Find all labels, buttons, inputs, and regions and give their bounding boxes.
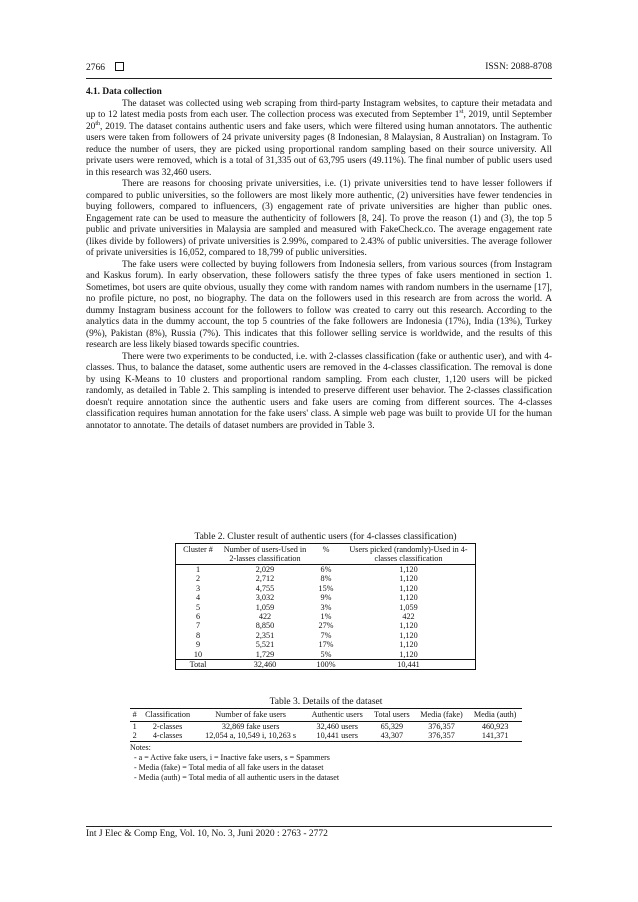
table-cell: 422 — [258, 612, 272, 622]
table-cell: 1,120 — [342, 650, 476, 660]
table-cell: 2,351 — [255, 630, 275, 640]
table-row — [130, 721, 522, 731]
table-cell: 460,923 — [481, 721, 509, 731]
col-header: Total users — [369, 709, 415, 722]
table-cell: 2 — [130, 731, 139, 741]
table-cell: 32,869 fake users — [221, 721, 280, 731]
section-title: 4.1. Data collection — [86, 87, 162, 97]
table-cell: 1,120 — [342, 621, 476, 630]
table-cell: 32,460 users — [316, 721, 358, 731]
table-cell: 9% — [320, 593, 332, 603]
total-row — [176, 660, 476, 670]
table-cell: 6% — [320, 565, 332, 574]
table-cell: 1,059 — [342, 603, 476, 612]
table-cell: 1% — [320, 612, 332, 622]
table-cell: 27% — [318, 621, 334, 631]
table-cell: 2,712 — [255, 574, 275, 584]
table-cell: 8,850 — [255, 621, 275, 631]
square-icon — [115, 62, 124, 71]
table-row — [176, 640, 476, 649]
table-row — [176, 631, 476, 640]
table-3-notes — [130, 743, 522, 783]
table-cell: 1,120 — [342, 565, 476, 575]
table-cell: 4,755 — [255, 583, 275, 593]
table-cell: 2 — [176, 574, 221, 583]
page-header — [86, 62, 552, 76]
note-item: - Media (fake) = Total media of all fake users in the dataset — [134, 762, 324, 772]
table-cell: 10 — [176, 650, 221, 660]
table-cell: 6 — [176, 612, 221, 621]
table-cell: 3 — [176, 584, 221, 593]
table-2 — [175, 532, 476, 670]
table-cell: 1,120 — [342, 593, 476, 602]
paragraph-1: The dataset was collected using web scraping from third-party Instagram websites, to capture their metadata and up to 12 latest media posts from each user. The collection process was executed from September 1st, 2019, until September 20th, 2019. The dataset contains authentic users and fake users, which were filtered using human annotators. The authentic users were taken from followers of 24 private university pages (8 Indonesian, 8 Malaysian, 8 Australian) on Instagram. To reduce the number of users, they are picked using proportional random sampling based on their source university. All private users were removed, which is a total of 31,335 out of 63,795 users (49.11%). The final number of public users used in this research was 32,460 users. — [86, 98, 553, 178]
paragraph-4: There were two experiments to be conducted, i.e. with 2-classes classification (fake or authentic user), and with 4-classes. Thus, to balance the dataset, some authentic users are removed in the 4-classes classification. The removal is done by using K-Means to 10 clusters and proportional random sampling. From each cluster, 1,120 users will be picked randomly, as detailed in Table 2. This sampling is intended to preserve different user behavior. The 2-classes classification doesn't require annotation since the authentic users and fake users are coming from different sources. The 4-classes classification requires human annotation for the fake users' class. A simple web page was built to provide UI for the human annotator to annotate. The details of dataset numbers are provided in Table 3. — [86, 351, 552, 431]
paragraph-2: There are reasons for choosing private universities, i.e. (1) private universities tend to have lesser followers if compared to public universities, so the followers are most likely more authentic, (2) universities have fewer tendencies in buying followers, compared to influencers, (3) engagement rate of private universities are higher than public ones. Engagement rate can be used to measure the authenticity of followers [8, 24]. To prove the reason (1) and (3), the top 5 public and private universities in Malaysia are sampled and measured with FakeCheck.co. The average engagement rate (likes divide by followers) of private universities is 2.99%, compared to 2.43% of public universities. The average follower of private universities is 16,052, compared to 18,799 of public universities. — [86, 179, 552, 258]
table-cell: 32,460 — [220, 660, 310, 670]
table-cell: 8 — [176, 631, 221, 640]
table-cell: 1,059 — [255, 602, 275, 612]
col-header: Users picked (randomly)-Used in 4-classes classification — [342, 544, 476, 565]
table-row — [130, 731, 522, 741]
table-cell: 9 — [176, 640, 221, 649]
table-cell: 376,357 — [415, 731, 469, 741]
section-data-collection — [86, 87, 552, 432]
col-header: # — [130, 709, 139, 722]
table-2-grid — [175, 543, 476, 670]
table-cell: 422 — [342, 612, 476, 621]
col-header: Cluster # — [176, 544, 221, 565]
table-cell: 1 — [132, 721, 137, 731]
note-item: - Media (auth) = Total media of all authentic users in the dataset — [134, 772, 340, 782]
col-header: Authentic users — [305, 709, 369, 722]
issn: ISSN: 2088-8708 — [485, 62, 552, 72]
table-cell: 2-classes — [152, 721, 183, 731]
table-cell: 2,029 — [255, 565, 275, 574]
table-cell: 7 — [176, 621, 221, 630]
table-cell: Total — [176, 660, 221, 670]
table-cell: 1,120 — [342, 584, 476, 593]
table-row — [176, 650, 476, 660]
col-header: Number of users-Used in 2-lasses classification — [220, 544, 310, 565]
col-header: Media (auth) — [468, 709, 522, 722]
table-cell: 141,371 — [468, 731, 522, 741]
table-cell: 8% — [320, 574, 332, 584]
table-3-grid — [130, 708, 522, 742]
table-cell: 7% — [320, 630, 332, 640]
table-cell: 12,054 a, 10,549 i, 10,263 s — [196, 731, 306, 741]
journal-citation: Int J Elec & Comp Eng, Vol. 10, No. 3, Juni 2020 : 2763 - 2772 — [86, 829, 328, 839]
page-number: 2766 — [86, 62, 124, 73]
table-cell: 1,120 — [342, 631, 476, 640]
table-cell: 1,120 — [342, 640, 476, 649]
table-cell: 17% — [318, 640, 334, 650]
paragraph-3: The fake users were collected by buying followers from Indonesia sellers, from various sources (from Instagram and Kaskus forum). In early observation, these followers satisfy the three types of fake users mentioned in section 1. Sometimes, bot users are quite obvious, usually they come with random names with random numbers in the username [17], no profile picture, no post, no biography. The data on the followers used in this research are from across the world. A dummy Instagram business account for the followers to follow was created to carry out this research. According to the analytics data in the dummy account, the top 5 countries of the fake followers are Indonesia (17%), India (13%), Turkey (9%), Pakistan (8%), Russia (7%). This indicates that this follower selling service is worldwide, and the results of this research are less likely biased towards specific countries. — [86, 259, 552, 350]
table-cell: 15% — [318, 583, 334, 593]
table-cell: 10,441 — [342, 660, 476, 670]
table-row — [176, 612, 476, 621]
table-cell: 10,441 users — [305, 731, 369, 741]
notes-title: Notes: — [130, 742, 151, 752]
table-cell: 1 — [176, 565, 221, 575]
table-row — [176, 584, 476, 593]
footer-divider — [86, 826, 552, 827]
table-cell: 1,120 — [342, 574, 476, 583]
table-cell: 5 — [176, 603, 221, 612]
table-cell: 1,729 — [255, 649, 275, 659]
table-cell: 100% — [310, 660, 342, 670]
table-row — [176, 603, 476, 612]
table-cell: 3% — [320, 602, 332, 612]
table-cell: 43,307 — [369, 731, 415, 741]
table-cell: 376,357 — [428, 721, 455, 731]
col-header: % — [310, 544, 342, 565]
col-header: Media (fake) — [415, 709, 469, 722]
col-header: Number of fake users — [196, 709, 306, 722]
table-row — [176, 574, 476, 583]
table-2-caption: Table 2. Cluster result of authentic users (for 4-classes classification) — [194, 532, 457, 542]
table-row — [176, 565, 476, 575]
table-cell: 4 — [176, 593, 221, 602]
table-cell: 5,521 — [255, 640, 275, 650]
table-3 — [130, 697, 522, 783]
table-3-caption: Table 3. Details of the dataset — [269, 697, 383, 707]
note-item: - a = Active fake users, i = Inactive fake users, s = Spammers — [134, 752, 330, 762]
header-divider — [86, 78, 552, 79]
table-row — [176, 621, 476, 630]
table-cell: 5% — [320, 649, 332, 659]
table-cell: 3,032 — [255, 593, 275, 603]
table-cell: 65,329 — [380, 721, 404, 731]
col-header: Classification — [139, 709, 196, 722]
table-row — [176, 593, 476, 602]
table-cell: 4-classes — [139, 731, 196, 741]
